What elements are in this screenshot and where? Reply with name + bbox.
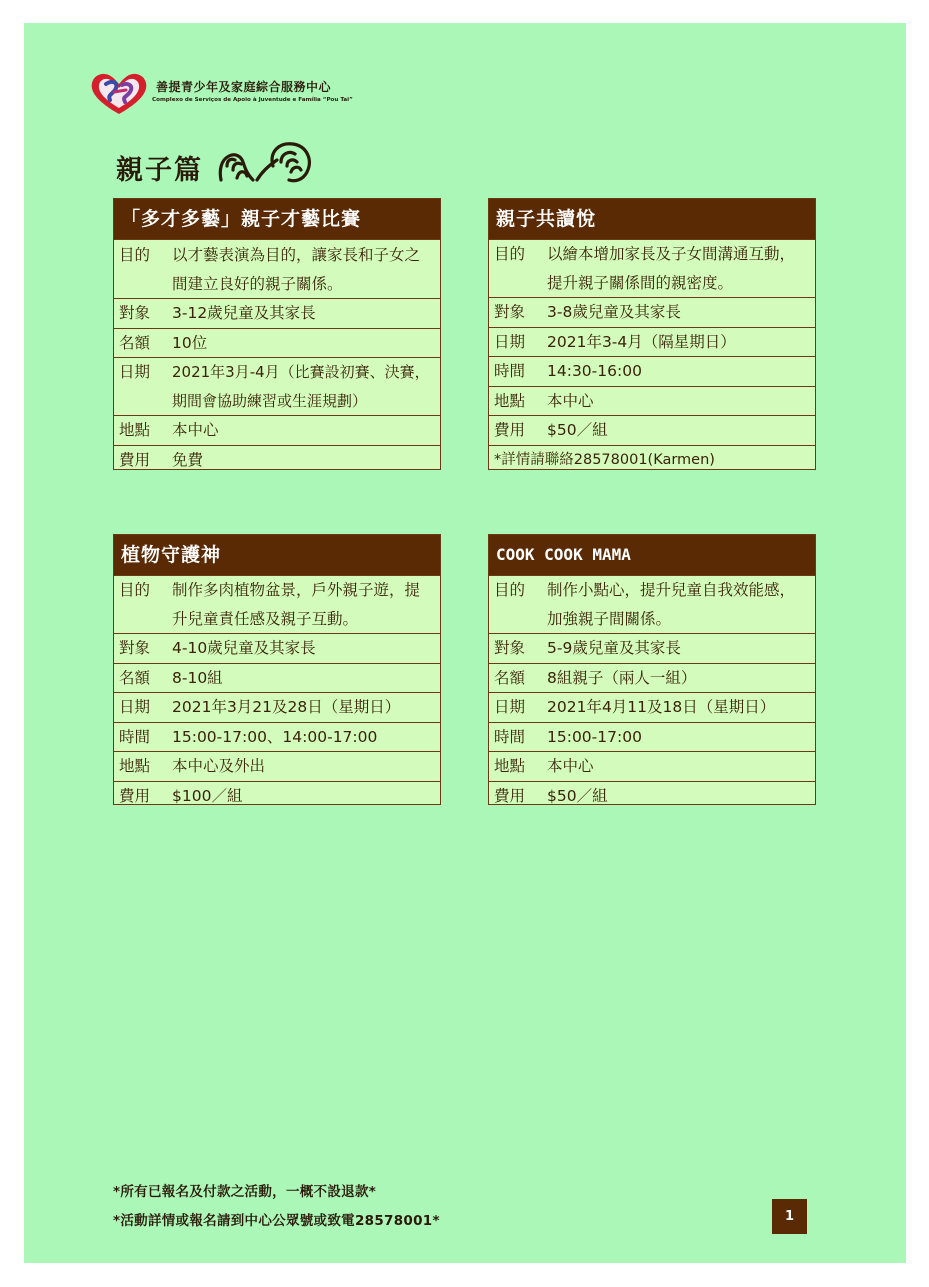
- parent-child-hands-icon: [217, 140, 315, 184]
- activity-table-talent-contest: [113, 198, 441, 470]
- row-value: 2021年3月-4月（比賽設初賽、決賽，期間會協助練習或生涯規劃）: [172, 363, 430, 410]
- row-value: 14:30-16:00: [547, 362, 642, 380]
- row-label: 日期: [494, 332, 526, 351]
- row-label: 日期: [494, 698, 526, 716]
- row-value: 以繪本增加家長及子女間溝通互動，提升親子關係間的親密度。: [547, 245, 796, 292]
- row-label: 名額: [494, 668, 526, 687]
- org-name-zh: 善提青少年及家庭綜合服務中心: [156, 80, 332, 94]
- row-value: 8組親子（兩人一組）: [547, 668, 697, 687]
- row-label: 對象: [494, 303, 526, 321]
- row-value: 3-8歲兒童及其家長: [547, 303, 681, 321]
- table-title: 「多才多藝」親子才藝比賽: [114, 199, 440, 239]
- table-row: [489, 663, 815, 693]
- row-label: 時間: [119, 727, 151, 746]
- activity-table-cook-cook-mama: [488, 534, 816, 805]
- row-label: 地點: [494, 391, 526, 410]
- row-label: 時間: [494, 362, 526, 380]
- row-label: 對象: [119, 639, 151, 657]
- footer-notes: [113, 1178, 440, 1236]
- table-row: [489, 386, 815, 416]
- table-title: COOK COOK MAMA: [489, 535, 815, 575]
- row-value: 3-12歲兒童及其家長: [172, 304, 316, 322]
- row-label: 對象: [494, 639, 526, 657]
- table-note-row: [489, 445, 815, 475]
- row-label: 地點: [119, 757, 151, 775]
- row-value: 5-9歲兒童及其家長: [547, 639, 681, 657]
- row-value: $100／組: [172, 786, 243, 805]
- row-label: 費用: [119, 786, 151, 805]
- row-label: 時間: [494, 727, 526, 746]
- refund-policy-note: *所有已報名及付款之活動，一概不設退款*: [113, 1184, 377, 1200]
- org-logo: [88, 70, 388, 116]
- enquiry-note: *活動詳情或報名請到中心公眾號或致電28578001*: [113, 1213, 440, 1229]
- row-value: 10位: [172, 333, 208, 352]
- row-value: 本中心及外出: [172, 757, 266, 775]
- row-label: 日期: [119, 698, 151, 716]
- row-value: 8-10組: [172, 668, 223, 687]
- row-value: 2021年3月21及28日（星期日）: [172, 698, 401, 716]
- heart-logo-icon: [88, 70, 150, 116]
- activity-table-reading: [488, 198, 816, 470]
- table-row: [114, 692, 440, 722]
- table-row: [489, 575, 815, 633]
- row-value: 免費: [172, 450, 204, 469]
- row-value: 15:00-17:00、14:00-17:00: [172, 727, 378, 746]
- table-row: [489, 356, 815, 386]
- table-row: [114, 751, 440, 781]
- row-label: 費用: [494, 421, 526, 439]
- row-value: $50／組: [547, 786, 608, 805]
- org-name-pt: Complexo de Serviços de Apoio à Juventude e Família “Pou Tai”: [152, 97, 353, 103]
- table-row: [489, 297, 815, 327]
- table-row: [114, 633, 440, 663]
- table-row: [489, 781, 815, 811]
- row-value: 制作多肉植物盆景，戶外親子遊，提升兒童責任感及親子互動。: [172, 581, 421, 628]
- row-label: 目的: [494, 245, 526, 263]
- row-value: 本中心: [547, 757, 594, 775]
- row-value: 2021年3-4月（隔星期日）: [547, 332, 736, 351]
- table-row: [489, 633, 815, 663]
- row-value: 4-10歲兒童及其家長: [172, 639, 316, 657]
- row-value: 本中心: [547, 391, 594, 410]
- table-row: [489, 692, 815, 722]
- row-label: 目的: [119, 581, 151, 599]
- row-value: 2021年4月11及18日（星期日）: [547, 698, 776, 716]
- table-row: [489, 239, 815, 297]
- table-row: [114, 239, 440, 298]
- row-label: 費用: [494, 786, 526, 805]
- table-row: [489, 751, 815, 781]
- table-row: [489, 415, 815, 445]
- table-row: [489, 722, 815, 752]
- table-row: [114, 663, 440, 693]
- table-row: [114, 445, 440, 475]
- row-label: 目的: [119, 246, 151, 264]
- row-label: 目的: [494, 581, 526, 599]
- row-label: 對象: [119, 304, 151, 322]
- row-label: 地點: [119, 421, 151, 439]
- page-number: 1: [772, 1199, 807, 1234]
- row-label: 費用: [119, 450, 151, 469]
- table-row: [489, 327, 815, 357]
- row-label: 名額: [119, 333, 151, 352]
- row-value: 本中心: [172, 421, 219, 439]
- row-label: 地點: [494, 757, 526, 775]
- table-row: [114, 722, 440, 752]
- contact-note: *詳情請聯絡28578001(Karmen): [494, 451, 715, 468]
- table-row: [114, 298, 440, 328]
- table-row: [114, 781, 440, 811]
- row-label: 日期: [119, 363, 151, 381]
- table-title: 植物守護神: [114, 535, 440, 575]
- table-row: [114, 415, 440, 445]
- row-label: 名額: [119, 668, 151, 687]
- activity-table-plant-guardian: [113, 534, 441, 805]
- table-row: [114, 328, 440, 358]
- table-title: 親子共讀悅: [489, 199, 815, 239]
- section-title: 親子篇: [116, 155, 203, 186]
- row-value: 制作小點心，提升兒童自我效能感，加強親子間關係。: [547, 581, 796, 628]
- row-value: 15:00-17:00: [547, 727, 642, 746]
- row-value: 以才藝表演為目的，讓家長和子女之間建立良好的親子關係。: [172, 246, 421, 293]
- table-row: [114, 357, 440, 415]
- row-value: $50／組: [547, 421, 608, 439]
- table-row: [114, 575, 440, 633]
